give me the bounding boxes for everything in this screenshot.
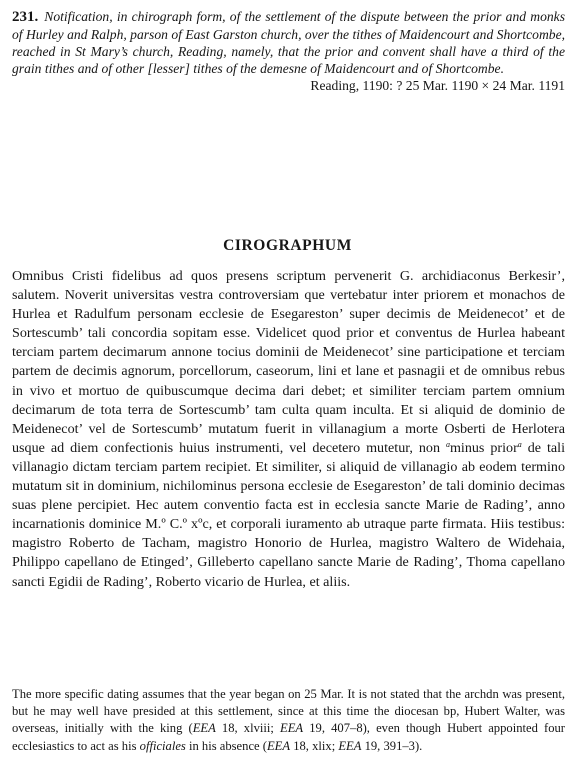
note-citation: EEA bbox=[266, 738, 291, 753]
note-citation: EEA bbox=[338, 738, 362, 753]
textual-note-mark-open: a bbox=[445, 439, 450, 449]
document-title: CIROGRAPHUM bbox=[223, 237, 352, 254]
editorial-note bbox=[12, 686, 565, 755]
entry-summary: Notification, in chirograph form, of the settlement of the dispute between the prior and monks of Hurley and Ralph, parson of East Garston church, over the tithes of Maidencourt and Shortcombe, reached in St Mary’s church, Reading, namely, that the prior and convent shall have a third of the grain tithes and of other [lesser] tithes of the demesne of Maidencourt and of Shortcombe. bbox=[12, 9, 566, 76]
note-text: 19, 391–3). bbox=[361, 738, 423, 753]
entry-date: Reading, 1190: ? 25 Mar. 1190 × 24 Mar. 1191 bbox=[310, 78, 565, 93]
note-term: officiales bbox=[139, 738, 186, 753]
note-text: The more specific dating assumes that the year began on 25 Mar. It is not stated that the archdn was present, but he may well have presided at this settlement, since at this time the diocesan bp, Hubert Walter, was overseas, initially with the king ( bbox=[12, 687, 565, 736]
note-citation: EEA bbox=[192, 721, 216, 736]
editorial-note-paragraph bbox=[12, 686, 565, 755]
textual-note-phrase: minus prior bbox=[449, 439, 518, 456]
note-citation: EEA bbox=[280, 721, 304, 736]
textual-note-mark-close: a bbox=[517, 439, 522, 449]
entry-number: 231. bbox=[12, 9, 39, 25]
entry-header bbox=[12, 8, 565, 94]
charter-text-part-2: de tali villanagio dictam terciam partem recipiet. Et similiter, si aliquid de villanagio ab eodem termino mutatum sit in dominium, nichilominus persona ecclesie de Esegareston’ de tali dominio decimas suas plene percipiet. Hec autem conventio facta est in ecclesia sancte Marie de Rading’, anno incarnationis dominice M.º C.º xºc, et corporali iuramento ab utraque parte firmata. Hiis testibus: magistro Roberto de Tacham, magistro Honorio de Hurlea, magistro Waltero de Widehaia, Philippo capellano de Etinged’, Gilleberto capellano sancte Marie de Rading’, Thoma capellano sancti Egidii de Rading’, Roberto vicario de Hurlea, et aliis. bbox=[12, 439, 565, 590]
entry-summary-paragraph bbox=[12, 8, 565, 77]
note-text: 18, xlix; bbox=[290, 738, 339, 753]
note-text: in his absence ( bbox=[185, 738, 267, 753]
note-text: 19, 407–8), even though Hubert appointed four ecclesiastics to act as his bbox=[12, 721, 565, 753]
charter-paragraph bbox=[12, 267, 565, 592]
note-text: 18, xlviii; bbox=[215, 721, 281, 736]
charter-text-part-1: Omnibus Cristi fidelibus ad quos presens scriptum pervenerit G. archidiaconus Berkesir’, salutem. Noverit universitas vestra controversiam que vertebatur inter priorem et monachos de Hurlea et Radulfum personam ecclesie de Esegareston’ super decimis de Meidenecot’ et de Sortescumb’ tali concordia sopitam esse. Videlicet quod prior et conventus de Hurlea habeant terciam partem decimarum annone tocius dominii de Meidenecot’ sine participatione et terciam partem de decimis agnorum, porcellorum, caseorum, lini et lane et pasnagii et de omnibus rebus in vivo et mortuo de quibuscumque decima dari debet; et similiter terciam partem omnium decimarum de tota terra de Sortescumb’ tam culta quam inculta. Et si aliquid de dominio de Meidenecot’ vel de Sortescumb’ mutatum fuerit in villanagium a morte Osberti de Herlotera usque ad diem confectionis huius instrumenti, vel decetero mutetur, non bbox=[12, 268, 565, 456]
charter-text bbox=[12, 267, 565, 592]
